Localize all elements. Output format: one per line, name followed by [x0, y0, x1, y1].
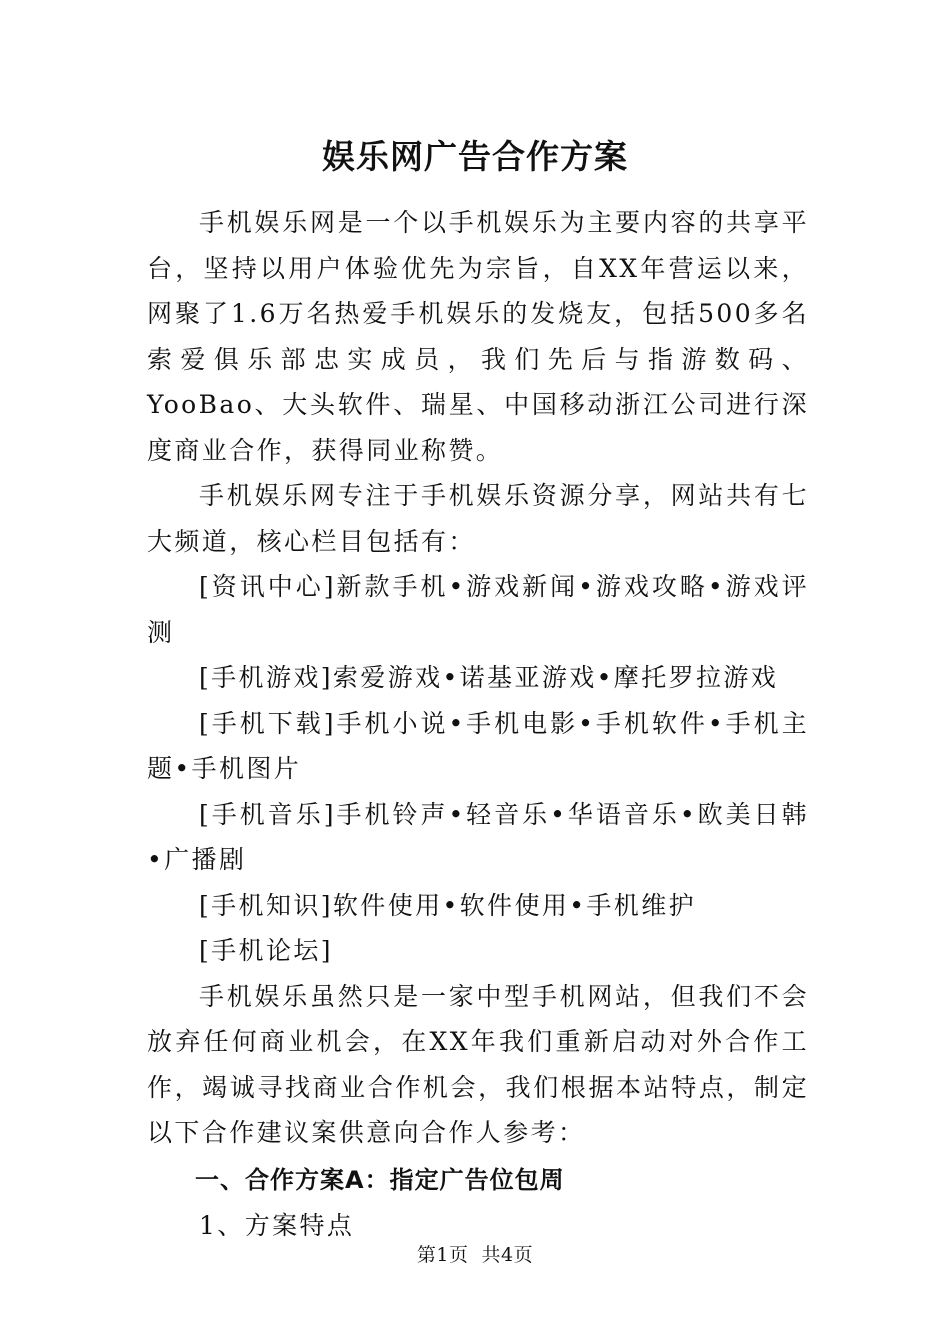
section-heading: 一、合作方案A：指定广告位包周	[195, 1165, 565, 1194]
document-title: 娱乐网广告合作方案	[322, 137, 628, 176]
intro-paragraph: 手机娱乐网是一个以手机娱乐为主要内容的共享平台，坚持以用户体验优先为宗旨，自XX年营运以来，网聚了1.6万名热爱手机娱乐的发烧友，包括500多名索爱俱乐部忠实成员，我们先后与指游数码、YooBao、大头软件、瑞星、中国移动浙江公司进行深度商业合作，获得同业称赞。	[147, 208, 809, 465]
page-total: 共4页	[481, 1244, 534, 1266]
channel-news: [资讯中心]新款手机•游戏新闻•游戏攻略•游戏评测	[147, 572, 809, 647]
channel-music: [手机音乐]手机铃声•轻音乐•华语音乐•欧美日韩•广播剧	[147, 799, 809, 874]
page-footer	[0, 1240, 950, 1267]
cooperation-paragraph: 手机娱乐虽然只是一家中型手机网站，但我们不会放弃任何商业机会，在XX年我们重新启动对外合作工作，竭诚寻找商业合作机会，我们根据本站特点，制定以下合作建议案供意向合作人参考：	[147, 981, 809, 1147]
channel-knowledge: [手机知识]软件使用•软件使用•手机维护	[199, 890, 697, 920]
channels-paragraph: 手机娱乐网专注于手机娱乐资源分享，网站共有七大频道，核心栏目包括有：	[147, 481, 809, 556]
document-body	[147, 200, 809, 1249]
page-number: 第1页	[416, 1244, 469, 1266]
channel-downloads: [手机下载]手机小说•手机电影•手机软件•手机主题•手机图片	[147, 708, 809, 783]
subheading: 1、方案特点	[199, 1211, 355, 1240]
channel-games: [手机游戏]索爱游戏•诺基亚游戏•摩托罗拉游戏	[199, 663, 779, 692]
channel-forum: [手机论坛]	[199, 936, 333, 965]
